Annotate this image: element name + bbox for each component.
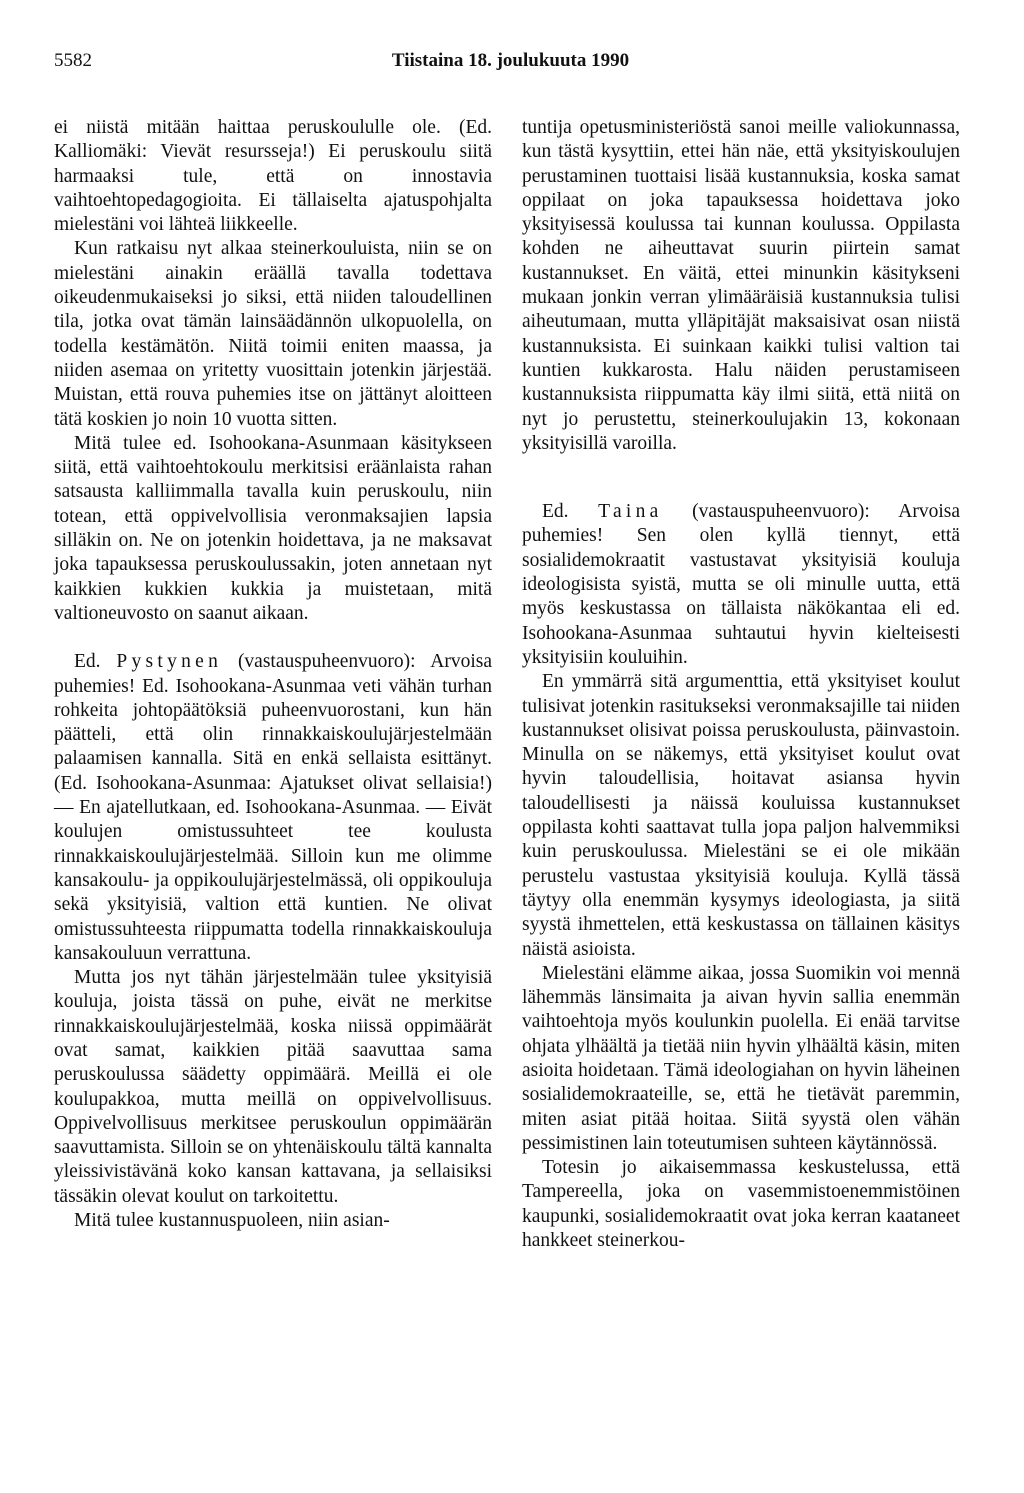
paragraph: ei niistä mitään haittaa peruskoululle ole. (Ed. Kalliomäki: Vievät resursseja!) Ei peruskoulu siitä harmaaksi tule, että on innostavia vaihtoehtopedagogioita. Ei tällaiselta ajatuspohjalta mielestäni voi lähteä liikkeelle. <box>54 117 492 236</box>
paragraph: Mitä tulee kustannuspuoleen, niin asian- <box>74 1210 390 1232</box>
speech-taina <box>522 500 960 670</box>
speaker-name: Taina <box>598 501 663 523</box>
header-date: Tiistaina 18. joulukuuta 1990 <box>391 50 630 71</box>
running-header <box>54 50 967 80</box>
paragraph: Mutta jos nyt tähän järjestelmään tulee yksityisiä kouluja, joista tässä on puhe, eivät ne merkitse rinnakkaiskoulujärjestelmää, koska niissä oppimäärät ovat samat, kaikkien pitää saavuttaa sama peruskoulussa säädetty oppimäärä. Meillä ei ole koulupakkoa, mutta meillä on oppivelvollisuus. Oppivelvollisuus merkitsee peruskoulun oppimäärän saavuttamista. Silloin se on yhtenäiskoulu tältä kannalta yleissivistävänä koko kansan kattavana, ja sellaisiksi tässäkin olevat koulut on tarkoitettu. <box>54 967 492 1207</box>
speaker-name: Pystynen <box>116 651 223 673</box>
page-number: 5582 <box>54 50 92 71</box>
left-column <box>54 116 492 1233</box>
speech-text: (vastauspuheenvuoro): Arvoisa puhemies! Sen olen kyllä tiennyt, että sosialidemokraatit vastustavat yksityisiä kouluja ideologisista syistä, mutta se oli minulle uutta, että myös keskustassa on tällaista näkökantaa eli ed. Isohookana-Asunmaa suhtautui hyvin kielteisesti yksityisiin kouluihin. <box>522 501 960 668</box>
paragraph: Mielestäni elämme aikaa, jossa Suomikin voi mennä lähemmäs länsimaita ja aivan hyvin sallia enemmän vaihtoehtoja myös koulunkin puolella. Ei enää tarvitse ohjata ylhäältä ja tietää niin hyvin ylhäältä käsin, miten asioita hoidetaan. Tämä ideologiahan on hyvin läheinen sosialidemokraateille, se, että he tietävät paremmin, miten asiat pitää hoitaa. Siitä syystä olen vähän pessimistinen lain toteutumisen suhteen käytännössä. <box>522 962 960 1154</box>
speaker-prefix: Ed. <box>542 501 569 523</box>
paragraph: En ymmärrä sitä argumenttia, että yksityiset koulut tulisivat jotenkin rasitukseksi veronmaksajille tai niiden kustannukset olisivat poissa peruskoulusta, päinvastoin. Minulla on se näkemys, että yksityiset koulut ovat hyvin taloudellisia, hoitavat asiansa hyvin taloudellisesti ja näissä kouluissa kustannukset oppilasta kohti saattavat tulla jopa paljon halvemmiksi kuin peruskoulussa. Mielestäni se ei ole mikään perustelu vastustaa yksityisiä kouluja. Kyllä tässä täytyy olla enemmän kysymys ideologiasta, ja siitä syystä ihmettelen, että keskustassa on tällainen käsitys näistä asioista. <box>522 671 960 960</box>
paragraph: Kun ratkaisu nyt alkaa steinerkouluista, niin se on mielestäni ainakin eräällä tavalla todettava oikeudenmukaiseksi jo siksi, että niiden taloudellinen tila, jotka ovat tämän lainsäädännön ulkopuolella, on todella kestämätön. Niitä toimii eniten maassa, ja niiden asemaa on yritetty vuosittain jotenkin järjestää. Muistan, että rouva puhemies itse on jättänyt aloitteen tätä koskien jo noin 10 vuotta sitten. <box>54 238 492 430</box>
paragraph: tuntija opetusministeriöstä sanoi meille valiokunnassa, kun tästä kysyttiin, ettei hän näe, että yksityiskoulujen perustaminen tuottaisi lisää kustannuksia, koska samat oppilaat on joka tapauksessa hoidettava joko yksityisessä koulussa tai kunnan koulussa. Oppilasta kohden ne aiheuttavat suurin piirtein samat kustannukset. En väitä, ettei minunkin käsitykseni mukaan jonkin verran ylimääräisiä kustannuksia tulisi aiheutumaan, mutta ylläpitäjät maksaisivat osan niistä kustannuksista. Ei suinkaan kaikki tulisi valtion tai kuntien kukkarosta. Halu näiden perustamiseen kustannuksista riippumatta käy ilmi siitä, että niitä on nyt jo perustettu, steinerkoulujakin 13, kokonaan yksityisillä varoilla. <box>522 117 960 454</box>
paragraph: Mitä tulee ed. Isohookana-Asunmaan käsitykseen siitä, että vaihtoehtokoulu merkitsisi eräänlaista rahan satsausta kalliimmalla tavalla kuin peruskoulu, niin totean, että oppivelvollisia veronmaksajien lapsia silläkin on. Ne on jotenkin hoidettava, ja ne maksavat joka tapauksessa peruskoulussakin, joten annetaan nyt kaikkien kukkien kukkia ja muistetaan, mitä valtioneuvosto on saanut aikaan. <box>54 432 492 624</box>
speaker-prefix: Ed. <box>74 651 101 673</box>
speech-text: (vastauspuheenvuoro): Arvoisa puhemies! Ed. Isohookana-Asunmaa veti vähän turhan rohkeita johtopäätöksiä puheenvuorostani, kun hän päätteli, että olin rinnakkaiskoulujärjestelmään palaamisen kannalla. Sitä en enkä sellaista esittänyt. (Ed. Isohookana-Asunmaa: Ajatukset olivat sellaisia!) — En ajatellutkaan, ed. Isohookana-Asunmaa. — Eivät koulujen omistussuhteet tee koulusta rinnakkaiskoulujärjestelmää. Silloin kun me olimme kansakoulu- ja oppikoulujärjestelmässä, oli oppikouluja sekä yksityisiä, valtion että kuntien. Ne olivat omistussuhteesta riippumatta todella rinnakkaiskouluja kansakouluun verrattuna. <box>54 651 492 964</box>
paragraph: Totesin jo aikaisemmassa keskustelussa, että Tampereella, joka on vasemmistoenemmistöinen kaupunki, sosialidemokraatit ovat joka kerran kaataneet hankkeet steinerkou- <box>522 1157 960 1252</box>
right-column <box>522 116 960 1253</box>
speech-pystynen <box>54 650 492 966</box>
